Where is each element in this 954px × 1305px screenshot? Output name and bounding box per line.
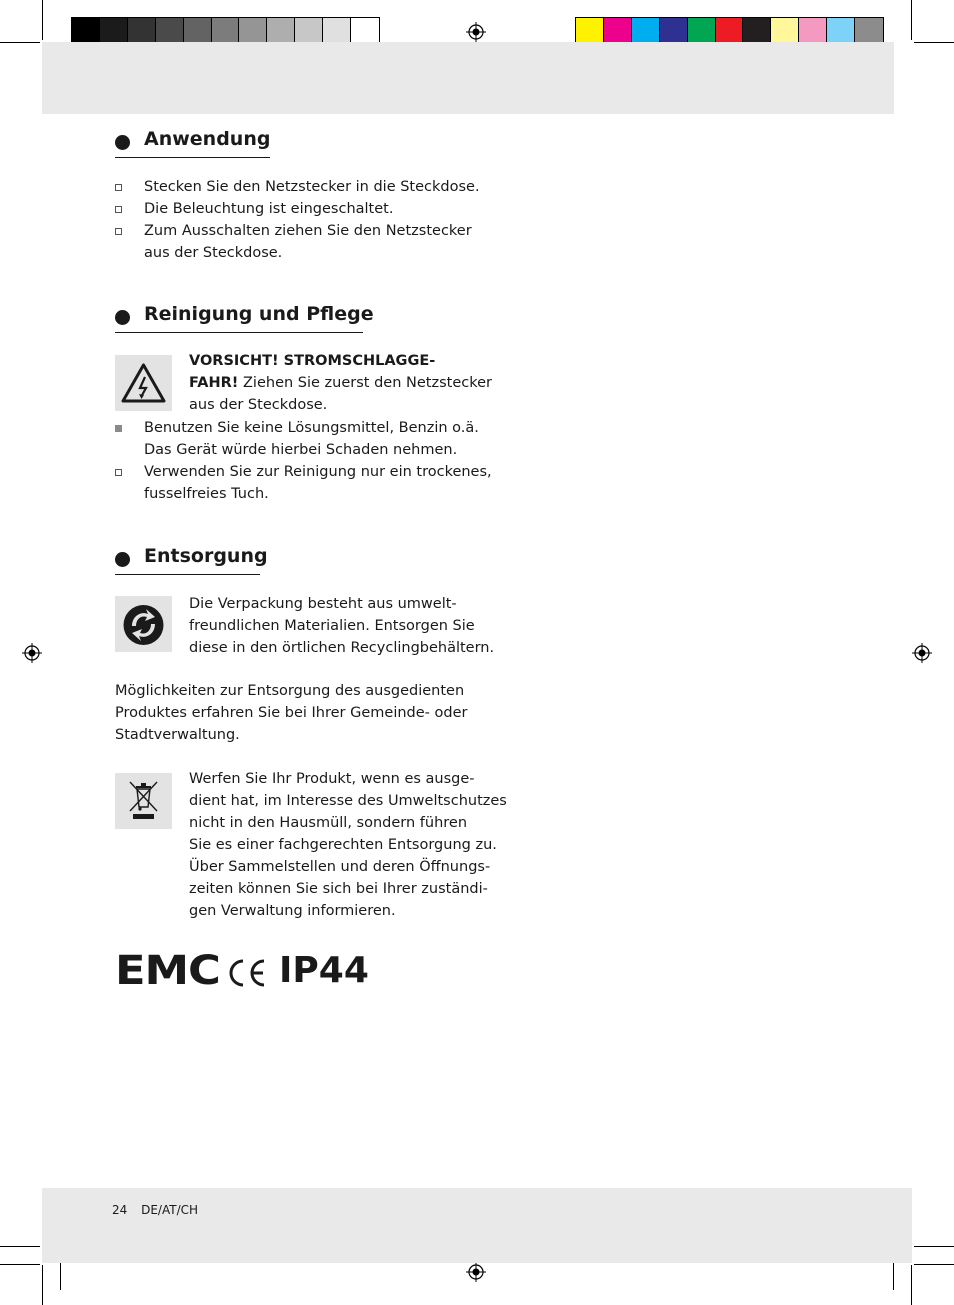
color-swatch <box>100 18 128 45</box>
filled-square-bullet-icon <box>115 425 122 432</box>
checkbox-bullet-icon <box>115 469 122 476</box>
heading-bullet <box>115 135 130 150</box>
heading-bullet <box>115 310 130 325</box>
ip44-logo: IP44 <box>279 950 369 991</box>
weee-text: Werfen Sie Ihr Produkt, wenn es ausge- dient hat, im Interesse des Umweltschutzes nicht in den Hausmüll, sondern führen Sie es einer fachgerechten Entsorgung zu. Über Sammelstellen und deren Öffnungs- zeiten können Sie sich bei Ihrer zuständi- gen Verwaltung informieren. <box>189 771 507 919</box>
color-swatch <box>716 18 744 45</box>
color-swatch <box>855 18 883 45</box>
color-swatch <box>72 18 100 45</box>
list-item-text: Benutzen Sie keine Lösungsmittel, Benzin o.ä. Das Gerät würde hierbei Schaden nehmen. <box>144 420 479 458</box>
ce-mark-icon <box>225 958 267 988</box>
color-swatch <box>351 18 379 45</box>
list-item-text: Verwenden Sie zur Reinigung nur ein trockenes, fusselfreies Tuch. <box>144 464 492 502</box>
color-swatch <box>128 18 156 45</box>
color-swatch <box>660 18 688 45</box>
footer-band <box>42 1188 912 1263</box>
list-item-text: Zum Ausschalten ziehen Sie den Netzstecker aus der Steckdose. <box>144 223 472 261</box>
checkbox-bullet-icon <box>115 228 122 235</box>
heading-bullet <box>115 552 130 567</box>
page-footer <box>112 1203 198 1217</box>
color-swatch <box>827 18 855 45</box>
color-swatch <box>323 18 351 45</box>
heading-underline <box>115 574 260 576</box>
color-swatch <box>743 18 771 45</box>
list-item-text: Stecken Sie den Netzstecker in die Steckdose. <box>144 179 480 195</box>
color-swatch <box>184 18 212 45</box>
header-band <box>42 42 894 114</box>
color-swatch <box>632 18 660 45</box>
checkbox-bullet-icon <box>115 184 122 191</box>
color-swatch <box>239 18 267 45</box>
section-heading-entsorgung <box>115 545 268 575</box>
heading-underline <box>115 157 270 159</box>
checkbox-bullet-icon <box>115 206 122 213</box>
page-number: 24 <box>112 1203 128 1217</box>
locale-label: DE/AT/CH <box>141 1203 199 1217</box>
list-item-text: Die Beleuchtung ist eingeschaltet. <box>144 201 394 217</box>
color-swatch <box>267 18 295 45</box>
color-swatch <box>156 18 184 45</box>
color-swatch <box>799 18 827 45</box>
heading-text: Reinigung und Pflege <box>144 303 374 325</box>
color-swatch <box>604 18 632 45</box>
color-swatch <box>688 18 716 45</box>
heading-text: Anwendung <box>144 128 271 150</box>
color-swatch <box>295 18 323 45</box>
registration-mark-icon <box>466 22 486 42</box>
emc-logo: EMC <box>115 948 220 994</box>
crossed-out-wheelie-bin-icon <box>115 773 172 829</box>
heading-text: Entsorgung <box>144 545 268 567</box>
registration-mark-icon <box>912 643 932 663</box>
color-swatch <box>771 18 799 45</box>
heading-underline <box>115 332 363 334</box>
disposal-paragraph: Möglichkeiten zur Entsorgung des ausgedienten Produktes erfahren Sie bei Ihrer Gemeinde- oder Stadtverwaltung. <box>115 683 468 743</box>
electric-hazard-warning-icon <box>115 355 172 411</box>
section-heading-anwendung <box>115 128 270 158</box>
recycling-text: Die Verpackung besteht aus umwelt- freundlichen Materialien. Entsorgen Sie diese in den örtlichen Recyclingbehältern. <box>189 596 495 656</box>
section-heading-reinigung <box>115 303 374 333</box>
registration-mark-icon <box>22 643 42 663</box>
color-swatch <box>576 18 604 45</box>
color-swatch <box>212 18 240 45</box>
registration-mark-icon <box>466 1262 486 1282</box>
warning-text: VORSICHT! STROMSCHLAGGE- FAHR! Ziehen Sie zuerst den Netzstecker aus der Steckdose. <box>189 353 492 413</box>
green-dot-recycling-icon <box>115 596 172 652</box>
